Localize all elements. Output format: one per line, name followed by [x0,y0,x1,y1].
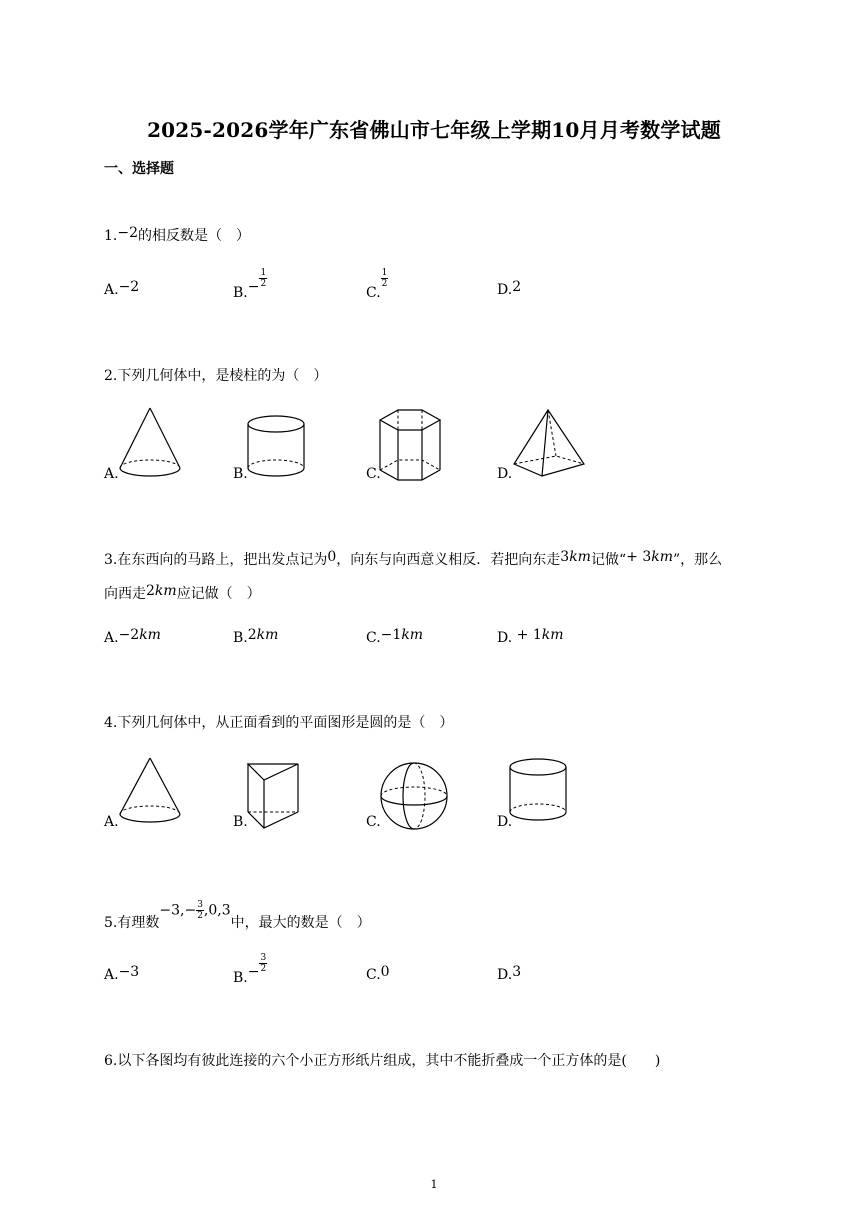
q3-option-a[interactable]: A.−2km [104,627,161,646]
q1-option-b[interactable]: B.− $\frac{1}{2}$ [233,268,267,301]
cone-icon [114,402,186,486]
q1-number: 1. [104,228,118,244]
q1-expr: −2 [117,225,138,241]
q5-option-d[interactable]: D.3 [497,964,522,983]
question-5: 5.有理数−3,− $\frac{3}{2}$ ,0,3中，最大的数是（ ） [104,900,371,931]
q4-option-c-label[interactable]: C. [366,814,381,830]
q1-option-d[interactable]: D.2 [497,279,522,298]
question-2: 2.下列几何体中，是棱柱的为（ ） [104,368,328,384]
q3-option-d[interactable]: D. + 1km [497,627,564,646]
q5-option-a[interactable]: A.−3 [104,964,140,983]
q1-option-a[interactable]: A.−2 [104,279,140,298]
fraction: $\frac{3}{2}$ [260,953,267,974]
fraction: $\frac{1}{2}$ [381,268,388,289]
q2-option-a-label[interactable]: A. [104,466,119,482]
q4-option-a-label[interactable]: A. [104,814,119,830]
q4-option-b-label[interactable]: B. [233,814,248,830]
q2-option-c-label[interactable]: C. [366,466,381,482]
fraction: $\frac{1}{2}$ [260,268,267,289]
pyramid-icon [508,406,588,482]
q1-stem: 的相反数是（ ） [138,228,250,244]
question-3-line-2: 向西走2km应记做（ ） [104,583,261,602]
question-6: 6.以下各图均有彼此连接的六个小正方形纸片组成，其中不能折叠成一个正方体的是( ) [104,1053,661,1069]
q2-option-d-label[interactable]: D. [497,466,513,482]
sphere-icon [376,760,452,832]
page-number: 1 [430,1178,438,1191]
triangular-prism-icon [244,758,304,832]
fraction: $\frac{3}{2}$ [197,900,203,921]
q4-option-d-label[interactable]: D. [497,814,513,830]
q3-option-c[interactable]: C.−1km [366,627,424,646]
q2-option-b-label[interactable]: B. [233,466,248,482]
q5-option-c[interactable]: C.0 [366,964,390,983]
question-4: 4.下列几何体中，从正面看到的平面图形是圆的是（ ） [104,715,454,731]
cylinder-icon [244,412,308,484]
hexagonal-prism-icon [374,406,446,486]
cone-icon [114,754,186,834]
question-3-line-1: 3.在东西向的马路上，把出发点记为0，向东与向西意义相反．若把向东走3km记做“+ 3km”，那么 [104,549,723,568]
section-heading: 一、选择题 [104,161,174,177]
q5-option-b[interactable]: B.− $\frac{3}{2}$ [233,953,267,986]
question-1 [104,226,250,246]
q1-option-c[interactable]: C. $\frac{1}{2}$ [366,268,388,301]
page-title: 2025-2026学年广东省佛山市七年级上学期10月月考数学试题 [147,118,721,142]
cylinder-icon [506,756,570,828]
q3-option-b[interactable]: B.2km [233,627,279,646]
